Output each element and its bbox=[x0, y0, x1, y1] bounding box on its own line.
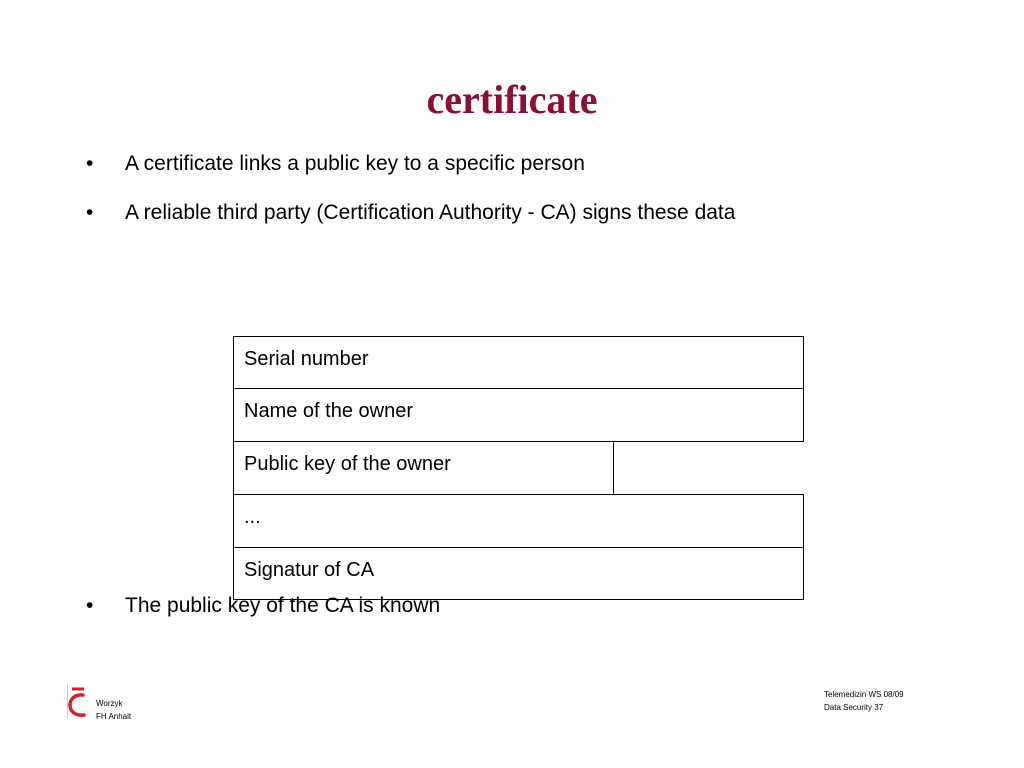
footer-author-name: Worzyk bbox=[96, 699, 123, 708]
bullet-text-1: A certificate links a public key to a specific person bbox=[125, 152, 585, 175]
cert-row-serial-number: Serial number bbox=[233, 336, 804, 389]
bullet-marker: • bbox=[86, 594, 94, 617]
footer-author bbox=[96, 697, 131, 723]
bullet-item-3 bbox=[86, 593, 440, 619]
fh-anhalt-logo-icon bbox=[66, 683, 90, 719]
bullet-marker: • bbox=[86, 201, 94, 224]
cert-row-owner-name: Name of the owner bbox=[233, 388, 804, 442]
bullet-marker: • bbox=[86, 152, 94, 175]
footer-course-info bbox=[824, 688, 904, 714]
bullet-item-1 bbox=[86, 151, 585, 177]
cert-row-ellipsis: ... bbox=[233, 494, 804, 548]
cert-row-public-key: Public key of the owner bbox=[233, 441, 614, 495]
slide-title: certificate bbox=[426, 77, 598, 122]
bullet-text-3: The public key of the CA is known bbox=[125, 594, 441, 617]
bullet-item-2 bbox=[86, 200, 735, 226]
footer-page-number: Data Security 37 bbox=[824, 703, 884, 712]
footer-course: Telemedizin WS 08/09 bbox=[824, 690, 904, 699]
bullet-text-2: A reliable third party (Certification Authority - CA) signs these data bbox=[125, 201, 736, 224]
cert-row-ca-signature: Signatur of CA bbox=[233, 547, 804, 600]
footer-institution: FH Anhalt bbox=[96, 712, 132, 721]
